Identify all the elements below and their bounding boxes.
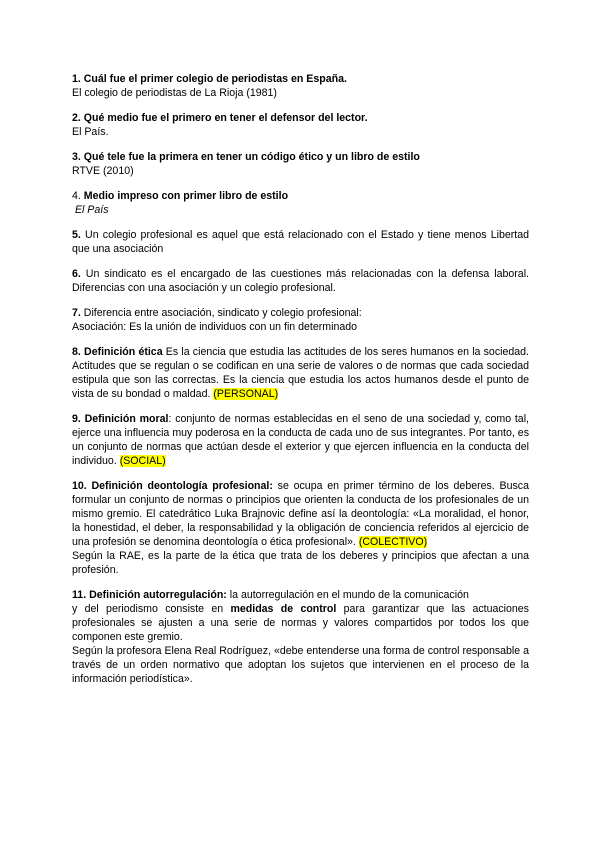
question-6 (72, 267, 529, 295)
question-1 (72, 72, 529, 100)
question-answer: El País. (72, 126, 109, 138)
question-title: 11. Definición autorregulación: (72, 589, 227, 601)
document-page (72, 72, 529, 697)
question-extra: Según la profesora Elena Real Rodríguez, «debe entenderse una forma de control responsable a través de un orden normativo que adoptan los sujetos que intervienen en el proceso de la información periodística». (72, 645, 530, 685)
question-7 (72, 306, 529, 334)
question-10 (72, 479, 529, 577)
highlight-tag: (PERSONAL) (213, 388, 279, 400)
question-title: 3. Qué tele fue la primera en tener un código ético y un libro de estilo (72, 151, 420, 163)
question-text: Diferencia entre asociación, sindicato y colegio profesional: (80, 307, 362, 319)
question-text: se ocupa en primer término de los deberes. Busca formular un conjunto de normas o principios que orienten la conducta de los profesionales de un mismo gremio. El catedrático Luka Brajnovic define así la deontología: «La moralidad, el honor, la honestidad, el deber, la responsabilidad y la obligación de conciencia referidos al ejercicio de una profesión se denomina deontología o ética profesional». (72, 480, 529, 548)
question-9 (72, 412, 529, 468)
question-text-2a: y del periodismo consiste en (72, 603, 231, 615)
question-title: Medio impreso con primer libro de estilo (83, 190, 289, 202)
question-2 (72, 111, 529, 139)
question-number: 5. (72, 229, 81, 241)
question-extra: Según la RAE, es la parte de la ética que trata de los deberes y principios que afectan a una profesión. (72, 550, 529, 576)
question-4 (72, 189, 529, 217)
question-number: 7. (72, 307, 81, 319)
question-5 (72, 228, 529, 256)
question-title: 1. Cuál fue el primer colegio de periodistas en España. (72, 73, 347, 85)
highlight-tag: (SOCIAL) (119, 455, 166, 467)
question-answer: RTVE (2010) (72, 165, 134, 177)
question-text: la autorregulación en el mundo de la comunicación (226, 589, 469, 601)
question-answer: El colegio de periodistas de La Rioja (1981) (72, 87, 277, 99)
question-title: 2. Qué medio fue el primero en tener el defensor del lector. (72, 112, 368, 124)
question-text: : conjunto de normas establecidas en el seno de una sociedad y, como tal, ejerce una influencia muy poderosa en la conducta de cada uno de sus integrantes. Por tanto, es un conjunto de normas que actúan desde el exterior y que ejercen influencia en la conducta del individuo. (72, 413, 529, 467)
question-text: Un colegio profesional es aquel que está relacionado con el Estado y tiene menos Libertad que una asociación (72, 229, 529, 255)
question-answer: Asociación: Es la unión de individuos con un fin determinado (72, 321, 358, 333)
question-answer: El País (72, 204, 109, 216)
highlight-tag: (COLECTIVO) (358, 536, 428, 548)
question-title: 10. Definición deontología profesional: (72, 480, 273, 492)
question-title: 9. Definición moral (72, 413, 169, 425)
question-text: Es la ciencia que estudia las actitudes de los seres humanos en la sociedad. Actitudes que se regulan o se codifican en una serie de valores o de normas que cada sociedad estipula que son las correctas. Es la ciencia que estudia los actos humanos desde el punto de vista de su bondad o maldad. (72, 346, 529, 400)
question-title: 8. Definición ética (72, 346, 163, 358)
question-text: Un sindicato es el encargado de las cuestiones más relacionadas con la defensa laboral. Diferencias con una asociación y un colegio profesional. (72, 268, 529, 294)
question-11 (72, 588, 529, 686)
question-text-2b: medidas de control (230, 603, 337, 615)
question-number: 4. (72, 190, 84, 202)
question-8 (72, 345, 529, 401)
question-3 (72, 150, 529, 178)
question-number: 6. (72, 268, 81, 280)
question-text-2c: para garantizar que las actuaciones profesionales se ajusten a una serie de normas y valores compartidos por todos los que componen este gremio. (72, 603, 529, 643)
